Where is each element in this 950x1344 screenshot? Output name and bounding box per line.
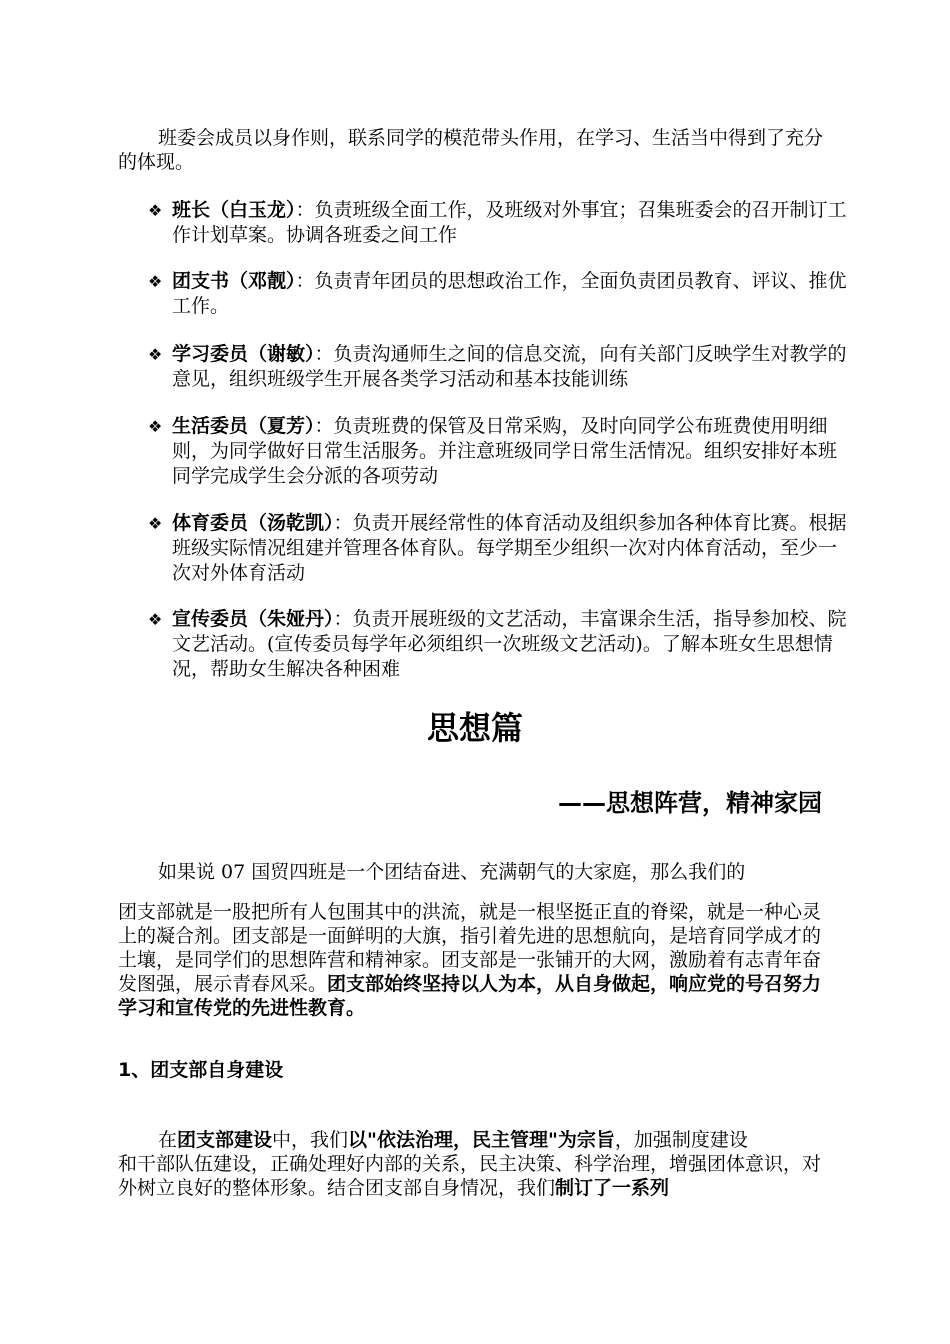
role-desc: ：负责沟通师生之间的信息交流，向有关部门反映学生对教学的意见，组织班级学生开展各类学习活动和基本技能训练	[172, 343, 847, 390]
paragraph-3-bold-a: 团支部建设	[177, 1129, 273, 1151]
role-text	[172, 414, 848, 489]
paragraph-2-body	[118, 900, 836, 1020]
role-text	[172, 607, 848, 682]
role-desc: ：负责青年团员的思想政治工作，全面负责团员教育、评议、推优工作。	[172, 270, 847, 317]
paragraph-3-text-a: 在	[158, 1129, 178, 1151]
paragraph-2-line-1: 如果说 07 国贸四班是一个团结奋进、充满朝气的大家庭，那么我们的	[158, 861, 746, 883]
section-subtitle: ——思想阵营，精神家园	[558, 789, 822, 817]
section-title: 思想篇	[426, 709, 523, 747]
role-desc: ：负责开展班级的文艺活动，丰富课余生活，指导参加校、院文艺活动。(宣传委员每学年必须组织一次班级文艺活动)。了解本班女生思想情况，帮助女生解决各种困难	[172, 608, 847, 680]
role-item-monitor	[148, 198, 848, 248]
role-text	[172, 198, 848, 248]
paragraph-3-bold-c: 制订了一系列	[555, 1177, 670, 1199]
role-text	[172, 342, 848, 392]
paragraph-2-bold-text: 团支部始终坚持以人为本，从自身做起，响应党的号召努力学习和宣传党的先进性教育。	[118, 973, 822, 1019]
role-item-league-secretary	[148, 269, 848, 319]
role-title: 班长（白玉龙）	[172, 199, 296, 221]
role-title: 团支书（邓靓）	[172, 270, 296, 292]
paragraph-3-text-b: 中，我们	[272, 1129, 349, 1151]
role-desc: ：负责班费的保管及日常采购，及时向同学公布班费使用明细则，为同学做好日常生活服务。并注意班级同学日常生活情况。组织安排好本班同学完成学生会分派的各项劳动	[172, 415, 838, 487]
diamond-bullet-icon: ❖	[148, 610, 163, 629]
role-title: 体育委员（汤乾凯）	[172, 512, 334, 534]
role-item-publicity-committee	[148, 607, 848, 682]
subsection-heading: 1、团支部自身建设	[118, 1059, 284, 1081]
paragraph-3-bold-b: 以"依法治理，民主管理"为宗旨	[348, 1129, 615, 1151]
role-desc: ：负责班级全面工作，及班级对外事宜；召集班委会的召开制订工作计划草案。协调各班委之间工作	[172, 199, 847, 246]
role-item-study-committee	[148, 342, 848, 392]
role-item-life-committee	[148, 414, 848, 489]
diamond-bullet-icon: ❖	[148, 417, 163, 436]
diamond-bullet-icon: ❖	[148, 345, 163, 364]
paragraph-3-text-c: ，加强制度建设	[614, 1129, 748, 1151]
intro-paragraph: 班委会成员以身作则，联系同学的模范带头作用，在学习、生活当中得到了充分的体现。	[118, 127, 824, 173]
role-text	[172, 269, 848, 319]
role-title: 宣传委员（朱娅丹）	[172, 608, 334, 630]
paragraph-2-text: 团支部就是一股把所有人包围其中的洪流，就是一根坚挺正直的脊梁，就是一种心灵上的凝合剂。团支部是一面鲜明的大旗，指引着先进的思想航向，是培育同学成才的土壤，是同学们的思想阵营和精神家。团支部是一张铺开的大网，激励着有志青年奋发图强，展示青春风采。	[118, 901, 822, 995]
diamond-bullet-icon: ❖	[148, 201, 163, 220]
diamond-bullet-icon: ❖	[148, 272, 163, 291]
role-desc: ：负责开展经常性的体育活动及组织参加各种体育比赛。根据班级实际情况组建并管理各体育队。每学期至少组织一次对内体育活动，至少一次对外体育活动	[172, 512, 847, 584]
paragraph-3	[118, 1128, 836, 1200]
role-title: 学习委员（谢敏）	[172, 343, 315, 365]
role-text	[172, 511, 848, 586]
role-title: 生活委员（夏芳）	[172, 415, 315, 437]
role-item-sports-committee	[148, 511, 848, 586]
diamond-bullet-icon: ❖	[148, 514, 163, 533]
paragraph-3-body: 和干部队伍建设，正确处理好内部的关系，民主决策、科学治理，增强团体意识，对外树立良好的整体形象。结合团支部自身情况，我们	[118, 1153, 822, 1199]
